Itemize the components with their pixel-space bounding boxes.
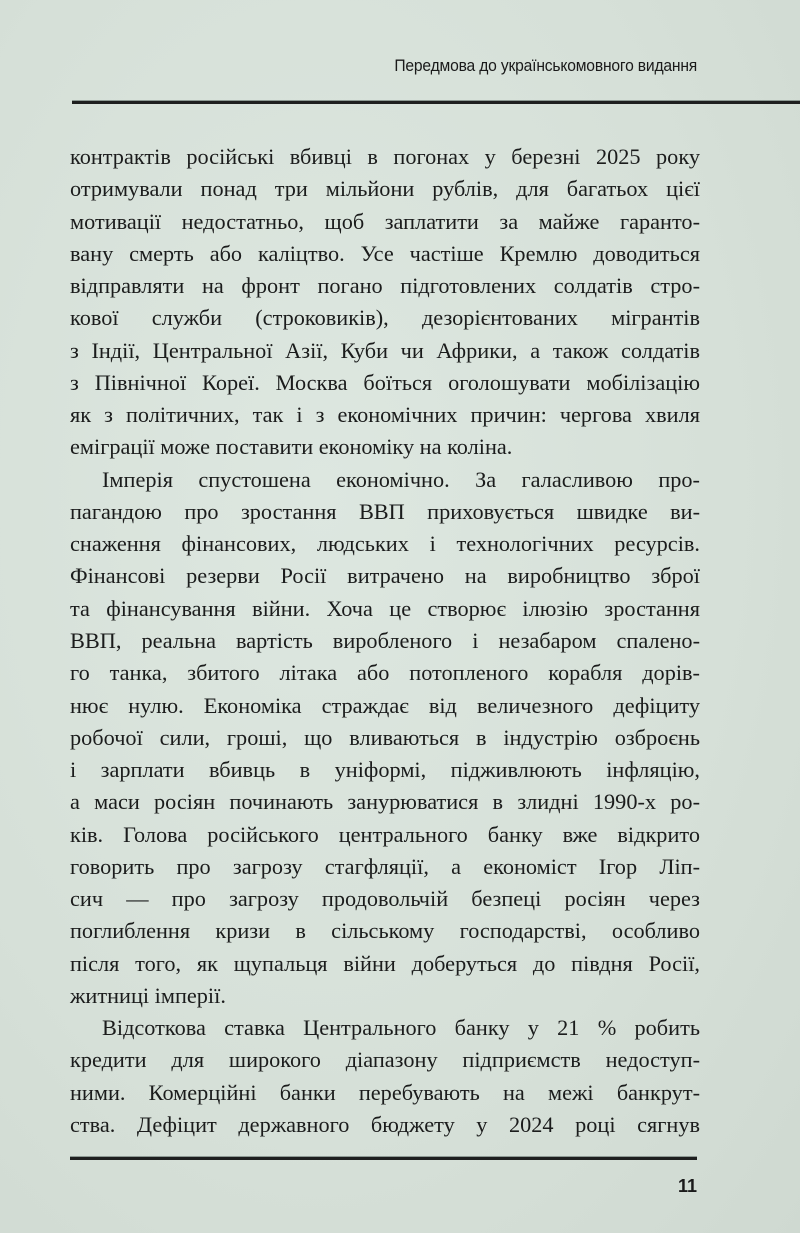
text-line: снаження фінансових, людських і технологічних ресурсів. [70, 531, 700, 557]
text-line: говорить про загрозу стагфляції, а економіст Ігор Ліп- [70, 853, 700, 879]
text-line: як з політичних, так і з економічних причин: чергова хвиля [70, 402, 700, 428]
text-line: отримували понад три мільйони рублів, для багатьох цієї [70, 176, 700, 202]
text-line: після того, як щупальця війни доберуться до півдня Росії, [70, 950, 700, 976]
running-head: Передмова до українськомовного видання [394, 56, 697, 75]
text-line: поглиблення кризи в сільському господарстві, особливо [70, 918, 700, 944]
text-line: вану смерть або каліцтво. Усе частіше Кремлю доводиться [70, 240, 700, 266]
text-line: а маси росіян починають занурюватися в злидні 1990-х ро- [70, 789, 700, 815]
text-line: та фінансування війни. Хоча це створює ілюзію зростання [70, 595, 700, 621]
text-line: житниці імперії. [70, 982, 226, 1008]
text-line: робочої сили, гроші, що вливаються в індустрію озброєнь [70, 724, 700, 750]
paragraph-first-line: Відсоткова ставка Центрального банку у 21 % робить [102, 1015, 700, 1041]
paragraph-first-line: Імперія спустошена економічно. За галасливою про- [102, 466, 700, 492]
text-line: відправляти на фронт погано підготовлених солдатів стро- [70, 273, 700, 299]
text-line: контрактів російські вбивці в погонах у березні 2025 року [70, 144, 700, 169]
text-line: з Північної Кореї. Москва боїться оголошувати мобілізацію [70, 369, 700, 395]
text-line: ВВП, реальна вартість виробленого і незабаром спалено- [70, 627, 700, 653]
page-number: 11 [677, 1176, 697, 1196]
text-line: еміграції може поставити економіку на коліна. [70, 434, 513, 460]
text-line: Фінансові резерви Росії витрачено на виробництво зброї [70, 563, 700, 589]
text-line: го танка, збитого літака або потопленого корабля дорів- [70, 660, 700, 686]
text-line: ства. Дефіцит державного бюджету у 2024 році сягнув [70, 1111, 700, 1137]
body-text [70, 141, 700, 1141]
header-rule [72, 101, 800, 104]
text-line: нює нулю. Економіка страждає від величезного дефіциту [70, 692, 700, 718]
text-line: і зарплати вбивць в уніформі, підживлюють інфляцію, [70, 757, 700, 783]
footer-rule [70, 1157, 697, 1160]
text-line: пагандою про зростання ВВП приховується швидке ви- [70, 498, 700, 524]
text-line: ними. Комерційні банки перебувають на межі банкрут- [70, 1079, 700, 1105]
text-line: кредити для широкого діапазону підприємств недоступ- [70, 1047, 700, 1073]
text-line: ків. Голова російського центрального банку вже відкрито [70, 821, 700, 847]
text-line: сич — про загрозу продовольчій безпеці росіян через [70, 886, 700, 912]
text-line: кової служби (строковиків), дезорієнтованих мігрантів [70, 305, 700, 331]
text-line: мотивації недостатньо, щоб заплатити за майже гаранто- [70, 208, 700, 234]
text-line: з Індії, Центральної Азії, Куби чи Африки, а також солдатів [70, 337, 700, 363]
